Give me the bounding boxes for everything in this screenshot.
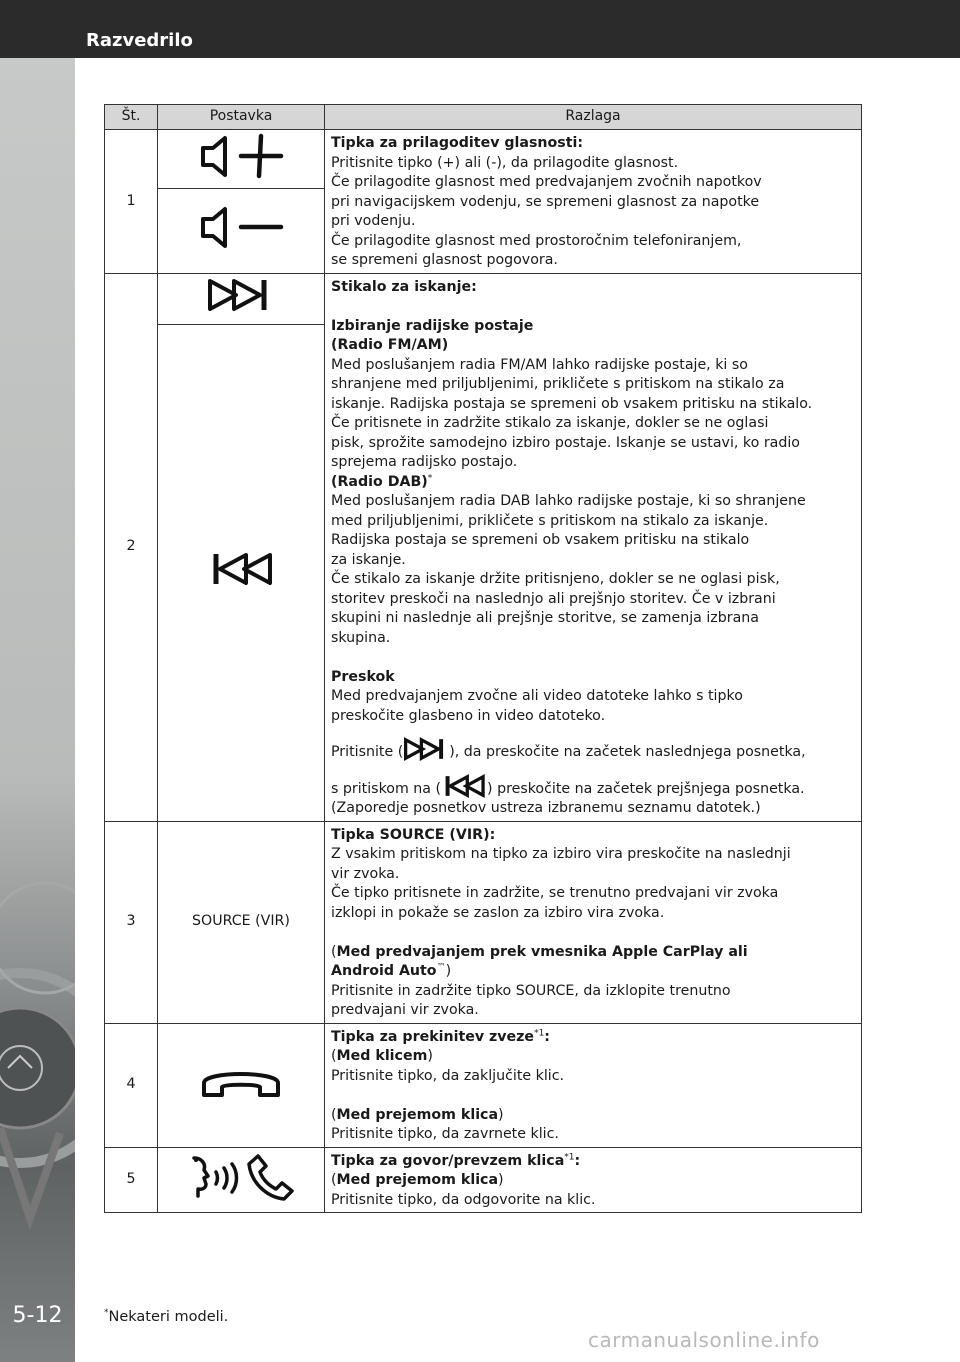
pick-up-icon bbox=[246, 1152, 296, 1202]
row-number: 1 bbox=[105, 130, 158, 274]
table-header-row bbox=[105, 105, 862, 130]
column-header-item: Postavka bbox=[158, 105, 325, 130]
volume-up-cell bbox=[158, 130, 325, 189]
row-description: Tipka SOURCE (VIR): Z vsakim pritiskom na tipko za izbiro vira preskočite na naslednji vir zvoka. Če tipko pritisnete in zadržite, se trenutno predvajani vir zvoka izklopi in pokaže se zaslon za izbiro vira zvoka. (Med predvajanjem prek vmesnika Apple CarPlay ali Android Auto™) Pritisnite in zadržite tipko SOURCE, da izklopite trenutno predvajani vir zvoka. bbox=[325, 821, 862, 1023]
seek-forward-icon bbox=[206, 276, 276, 314]
row-number: 2 bbox=[105, 273, 158, 821]
column-header-description: Razlaga bbox=[325, 105, 862, 130]
table-row bbox=[105, 1023, 862, 1147]
seek-back-icon bbox=[441, 773, 487, 799]
page-number: 5-12 bbox=[12, 1303, 63, 1328]
volume-up-icon bbox=[191, 131, 291, 181]
table-row bbox=[105, 273, 862, 324]
row-number: 5 bbox=[105, 1147, 158, 1213]
hang-up-cell bbox=[158, 1023, 325, 1147]
talk-icon bbox=[186, 1152, 242, 1202]
talk-pickup-cell bbox=[158, 1147, 325, 1213]
row-description: Tipka za prekinitev zveze$^{*1}$: (Med klicem) Pritisnite tipko, da zaključite klic. (Med prejemom klica) Pritisnite tipko, da zavrnete klic. bbox=[325, 1023, 862, 1147]
column-header-number: Št. bbox=[105, 105, 158, 130]
header-bar bbox=[0, 0, 960, 58]
seek-back-cell bbox=[158, 324, 325, 821]
seek-forward-cell bbox=[158, 273, 325, 324]
footnote: *Nekateri modeli. bbox=[104, 1308, 229, 1325]
row-description: Stikalo za iskanje: Izbiranje radijske postaje (Radio FM/AM) Med poslušanjem radia FM/AM lahko radijske postaje, ki so shranjene med priljubljenimi, prikličete s pritiskom na stikalo za iskanje. Radijska postaja se spremeni ob vsakem pritisku na stikalo. Če pritisnete in zadržite stikalo za iskanje, dokler se ne oglasi pisk, sprožite samodejno izbiro postaje. Iskanje se ustavi, ko radio sprejema radijsko postajo. (Radio DAB)* Med poslušanjem radia DAB lahko radijske postaje, ki so shranjene med priljubljenimi, prikličete s pritiskom na stikalo za iskanje. Radijska postaja se spremeni ob vsakem pritisku na stikalo za iskanje. Če stikalo za iskanje držite pritisnjeno, dokler se ne oglasi pisk, storitev preskoči na naslednjo ali prejšnjo storitev. Če v izbrani skupini ni naslednje ali prejšnje storitve, se zamenja izbrana skupina. Preskok Med predvajanjem zvočne ali video datoteke lahko s tipko preskočite glasbeno in video datoteko. Pritisnite ( ), da preskočite na začetek naslednjega posnetka, s pritiskom na ( ) preskočite na začetek prejšnjega posnetka. (Zaporedje posnetkov ustreza izbranemu seznamu datotek.) bbox=[325, 273, 862, 821]
source-item: SOURCE (VIR) bbox=[158, 821, 325, 1023]
watermark: carmanualsonline.info bbox=[588, 1328, 820, 1352]
section-title: Razvedrilo bbox=[86, 30, 193, 51]
volume-down-cell bbox=[158, 188, 325, 273]
seek-forward-icon bbox=[403, 736, 449, 762]
row-description: Tipka za prilagoditev glasnosti: Pritisnite tipko (+) ali (-), da prilagodite glasnost. Če prilagodite glasnost med predvajanjem zvočnih napotkov pri navigacijskem vodenju, se spremeni glasnost za napotke pri vodenju. Če prilagodite glasnost med prostoročnim telefoniranjem, se spremeni glasnost pogovora. bbox=[325, 130, 862, 274]
table-row bbox=[105, 1147, 862, 1213]
steering-wheel-illustration bbox=[0, 58, 75, 1362]
sidebar-image bbox=[0, 58, 75, 1362]
hang-up-icon bbox=[196, 1057, 286, 1107]
table-row bbox=[105, 821, 862, 1023]
row-number: 4 bbox=[105, 1023, 158, 1147]
volume-down-icon bbox=[191, 202, 291, 252]
controls-table bbox=[104, 104, 862, 1213]
row-number: 3 bbox=[105, 821, 158, 1023]
row-description: Tipka za govor/prevzem klica$^{*1}$: (Med prejemom klica) Pritisnite tipko, da odgovorite na klic. bbox=[325, 1147, 862, 1213]
table-row bbox=[105, 130, 862, 189]
seek-back-icon bbox=[206, 550, 276, 588]
